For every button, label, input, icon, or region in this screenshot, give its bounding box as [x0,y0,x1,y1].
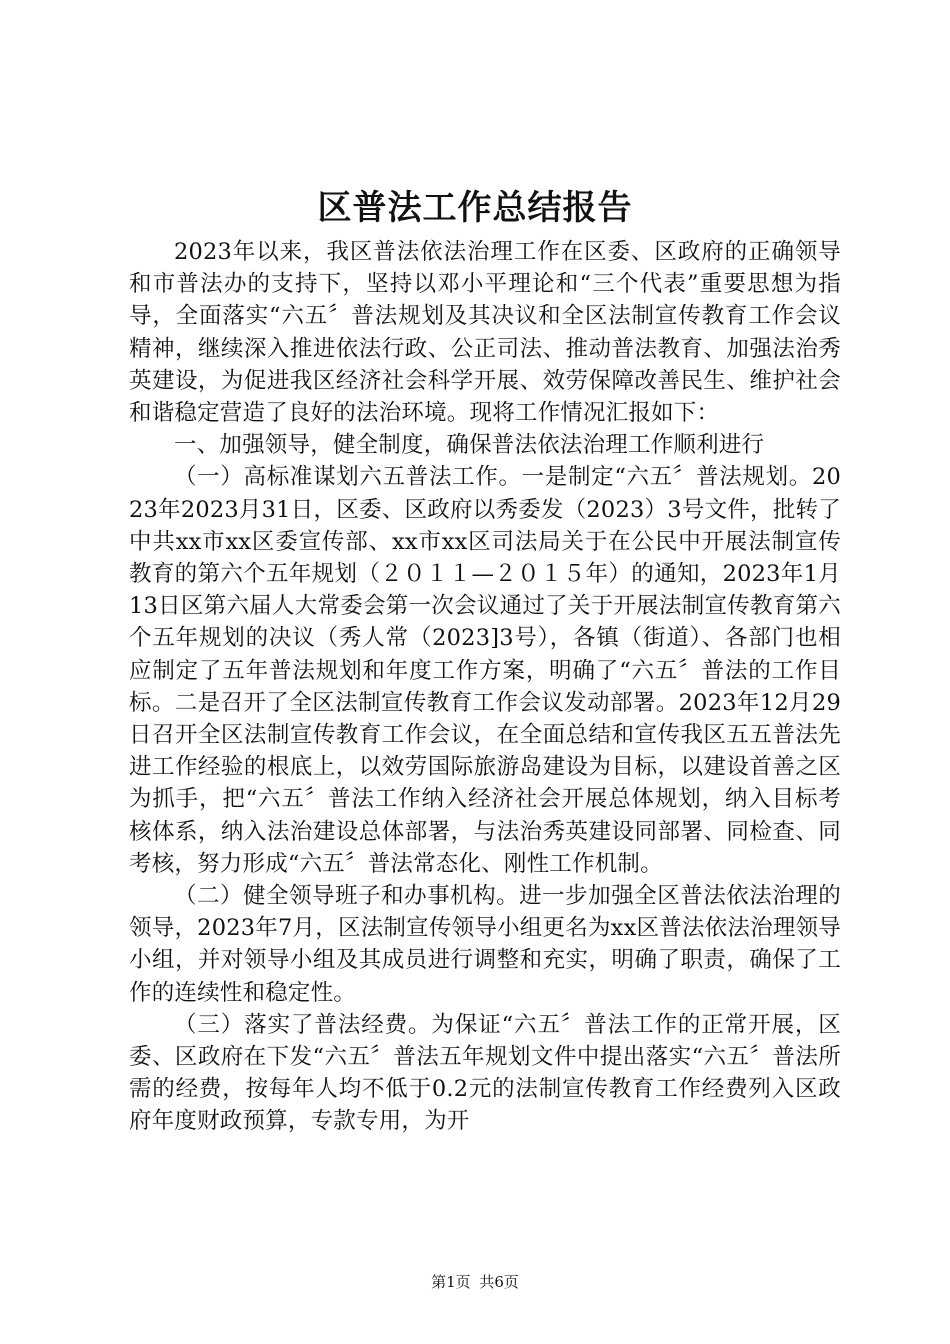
document-title: 区普法工作总结报告 [317,188,633,228]
paragraph-intro: 2023年以来，我区普法依法治理工作在区委、区政府的正确领导和市普法办的支持下，坚持以邓小平理论和“三个代表”重要思想为指导，全面落实“六五〞普法规划及其决议和全区法制宣传教育工作会议精神，继续深入推进依法行政、公正司法、推动普法教育、加强法治秀英建设，为促进我区经济社会科学开展、效劳保障改善民生、维护社会和谐稳定营造了良好的法治环境。现将工作情况汇报如下： [129,239,841,427]
page-total: 共6页 [479,1273,519,1291]
page-footer [0,1272,950,1292]
paragraph-funding: （三）落实了普法经费。为保证“六五〞普法工作的正常开展，区委、区政府在下发“六五〞普法五年规划文件中提出落实“六五〞普法所需的经费，按每年人均不低于0.2元的法制宣传教育工作经费列入区政府年度财政预算，专款专用，为开 [129,1011,841,1135]
section-heading-1: 一、加强领导，健全制度，确保普法依法治理工作顺利进行 [174,432,765,459]
paragraph-planning: （一）高标准谋划六五普法工作。一是制定“六五〞普法规划。2023年2023月31日，区委、区政府以秀委发（2023）3号文件，批转了中共xx市xx区委宣传部、xx市xx区司法局关于在公民中开展法制宣传教育的第六个五年规划（２０１１—２０１５年）的通知，2023年1月13日区第六届人大常委会第一次会议通过了关于开展法制宣传教育第六个五年规划的决议（秀人常（2023]3号），各镇（街道）、各部门也相应制定了五年普法规划和年度工作方案，明确了“六五〞普法的工作目标。二是召开了全区法制宣传教育工作会议发动部署。2023年12月29日召开全区法制宣传教育工作会议，在全面总结和宣传我区五五普法先进工作经验的根底上，以效劳国际旅游岛建设为目标，以建设首善之区为抓手，把“六五〞普法工作纳入经济社会开展总体规划，纳入目标考核体系，纳入法治建设总体部署，与法治秀英建设同部署、同检查、同考核，努力形成“六五〞普法常态化、刚性工作机制。 [129,464,841,877]
page-number: 第1页 [431,1273,471,1291]
paragraph-leadership: （二）健全领导班子和办事机构。进一步加强全区普法依法治理的领导，2023年7月，区法制宣传领导小组更名为xx区普法依法治理领导小组，并对领导小组及其成员进行调整和充实，明确了职责，确保了工作的连续性和稳定性。 [129,883,841,1006]
document-body [129,236,841,1138]
